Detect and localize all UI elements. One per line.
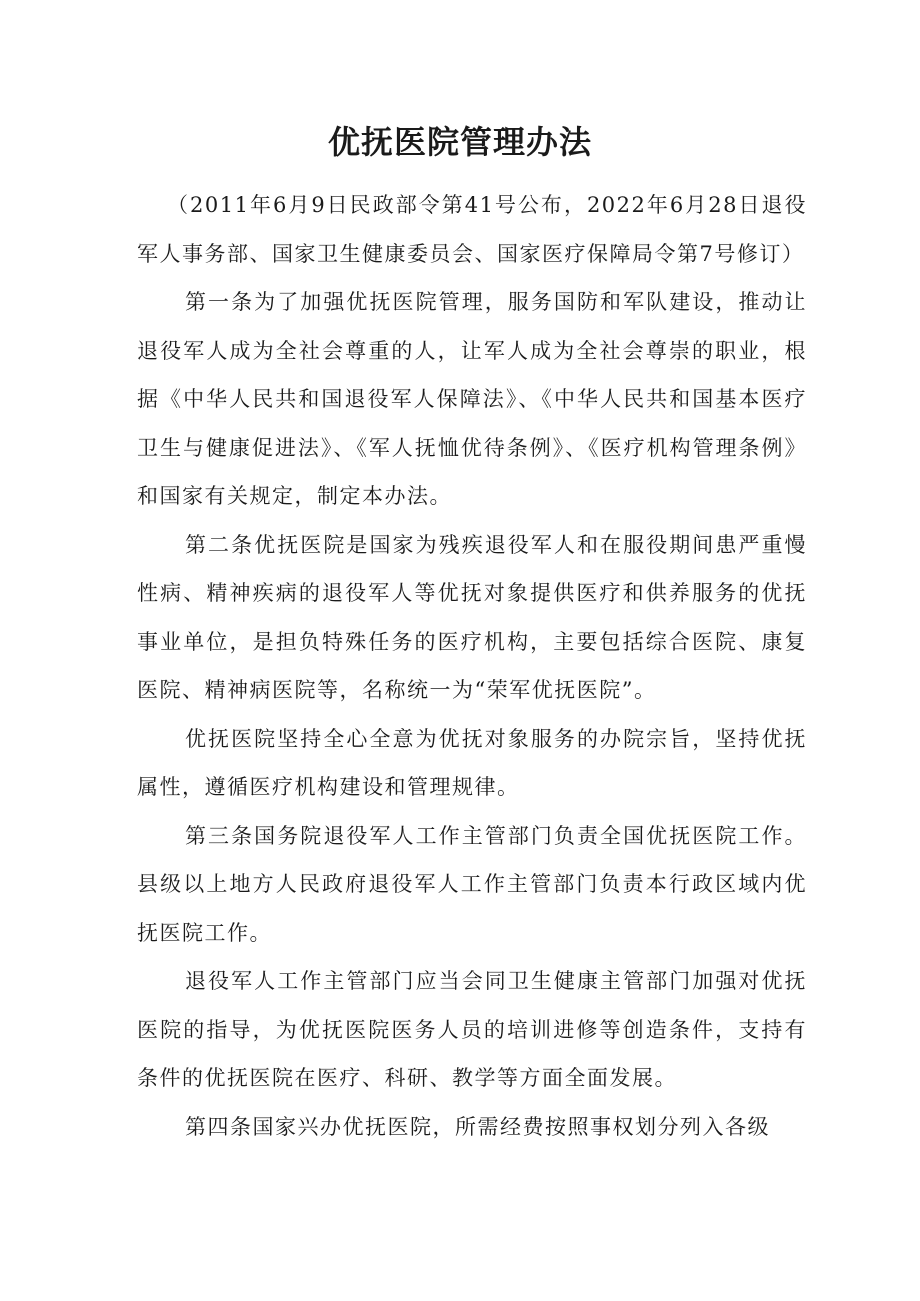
article-2-continuation-paragraph: 优抚医院坚持全心全意为优抚对象服务的办院宗旨，坚持优抚属性，遵循医疗机构建设和管理规律。 bbox=[137, 726, 807, 799]
document-body bbox=[137, 181, 807, 1151]
article-4-paragraph: 第四条国家兴办优抚医院，所需经费按照事权划分列入各级 bbox=[185, 1114, 770, 1139]
article-3-continuation-paragraph: 退役军人工作主管部门应当会同卫生健康主管部门加强对优抚医院的指导，为优抚医院医务人员的培训进修等创造条件，支持有条件的优抚医院在医疗、科研、教学等方面全面发展。 bbox=[137, 969, 807, 1090]
article-2-paragraph: 第二条优抚医院是国家为残疾退役军人和在服役期间患严重慢性病、精神疾病的退役军人等优抚对象提供医疗和供养服务的优抚事业单位，是担负特殊任务的医疗机构，主要包括综合医院、康复医院、精神病医院等，名称统一为“荣军优抚医院”。 bbox=[137, 532, 807, 702]
document-title: 优抚医院管理办法 bbox=[327, 123, 592, 161]
article-3-paragraph: 第三条国务院退役军人工作主管部门负责全国优抚医院工作。县级以上地方人民政府退役军人工作主管部门负责本行政区域内优抚医院工作。 bbox=[137, 823, 807, 945]
article-1-paragraph: 第一条为了加强优抚医院管理，服务国防和军队建设，推动让退役军人成为全社会尊重的人，让军人成为全社会尊崇的职业，根据《中华人民共和国退役军人保障法》、《中华人民共和国基本医疗卫生与健康促进法》、《军人抚恤优待条例》、《医疗机构管理条例》和国家有关规定，制定本办法。 bbox=[137, 290, 807, 508]
preamble-paragraph: （2011年6月9日民政部令第41号公布，2022年6月28日退役军人事务部、国家卫生健康委员会、国家医疗保障局令第7号修订） bbox=[137, 193, 807, 266]
